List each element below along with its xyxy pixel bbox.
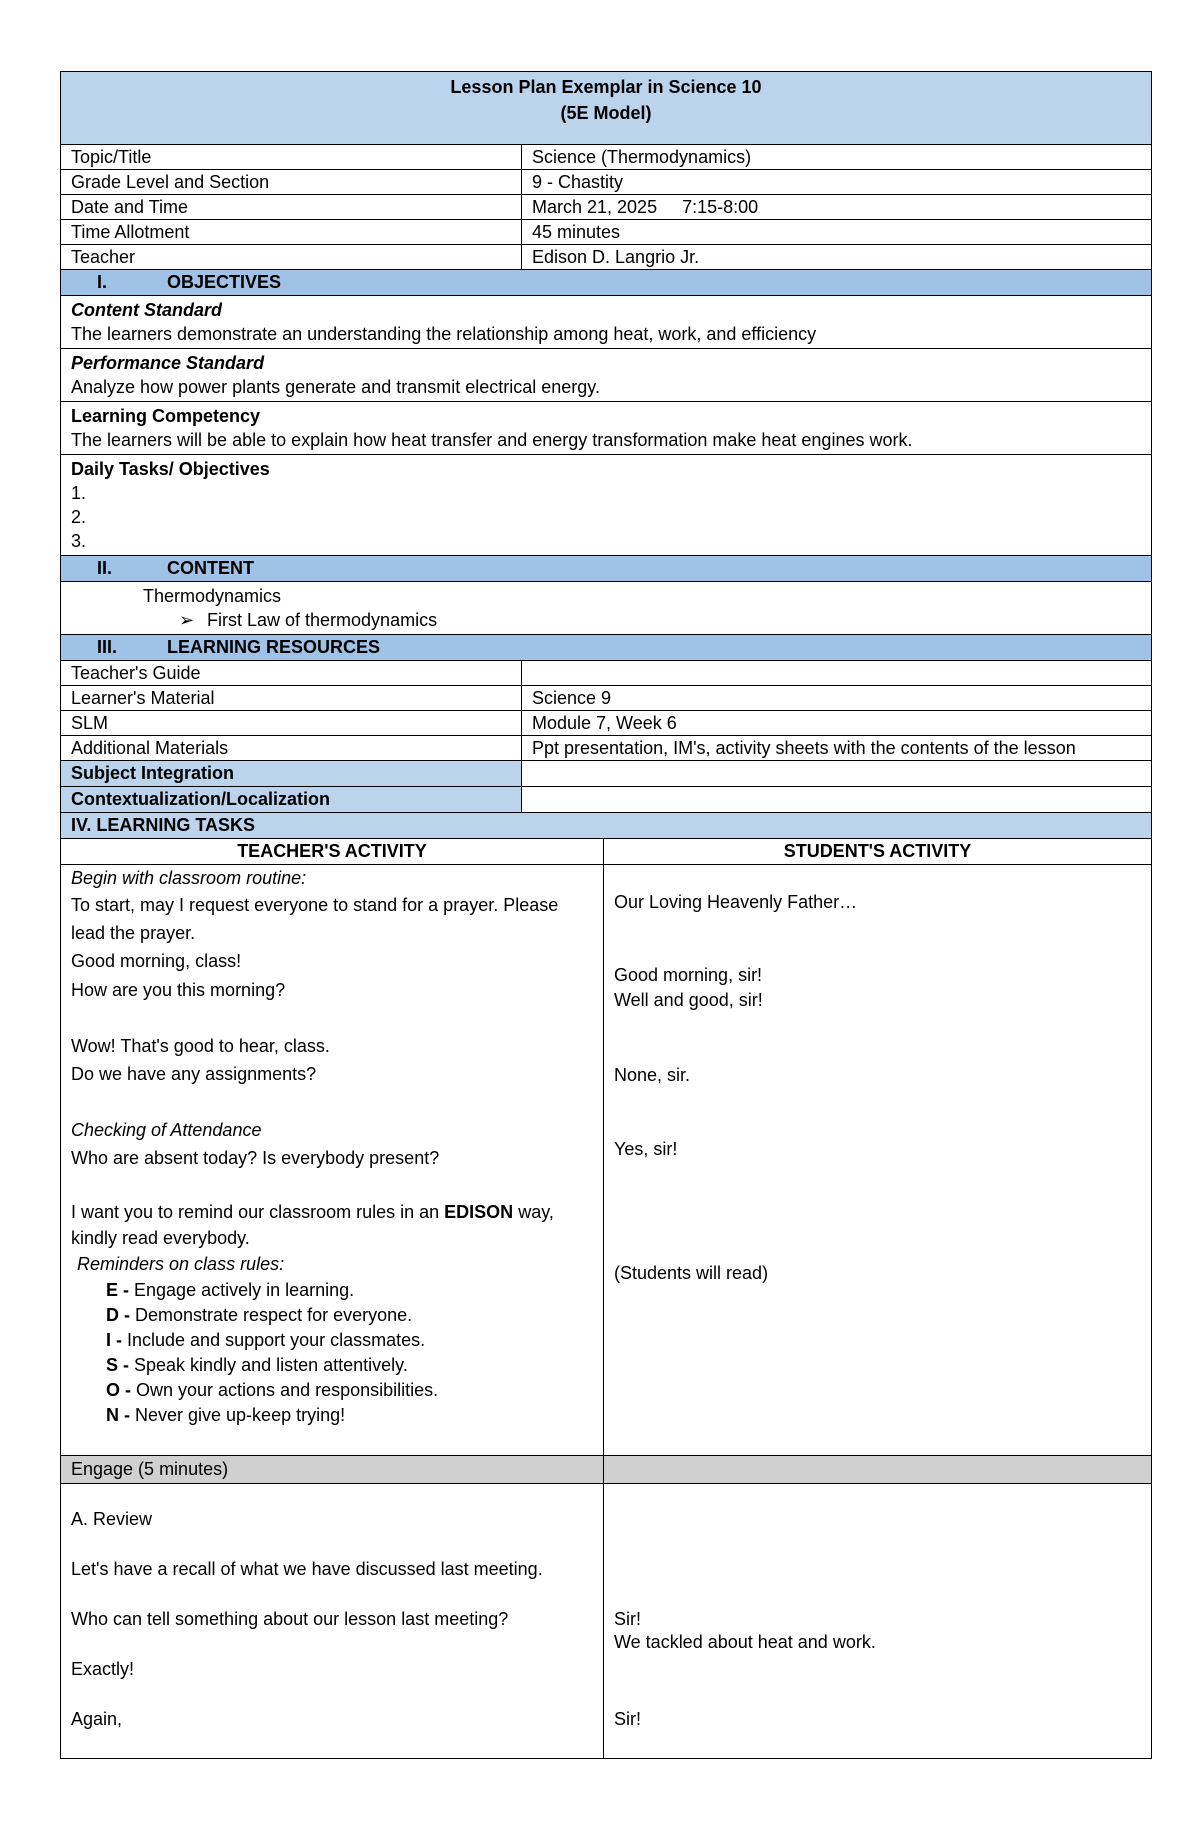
lesson-question: Who can tell something about our lesson last meeting? [71,1609,509,1629]
learning-competency-text: The learners will be able to explain how heat transfer and energy transformation make heat engines work. [71,430,913,450]
absent-question: Who are absent today? Is everybody present? [71,1148,440,1168]
content-subtopic: First Law of thermodynamics [207,610,438,630]
performance-standard-block [61,349,1151,402]
student-read: (Students will read) [614,1263,769,1283]
subject-integration-row [61,761,1151,787]
rule-item: D - Demonstrate respect for everyone. [106,1305,413,1325]
resource-row [61,736,1151,761]
activity-column-headers [61,839,1151,865]
performance-standard-text: Analyze how power plants generate and transmit electrical energy. [71,377,600,397]
info-value: 45 minutes [532,222,621,242]
performance-standard-label: Performance Standard [71,353,265,373]
rule-item: I - Include and support your classmates. [106,1330,426,1350]
info-row-topic [61,145,1151,170]
teacher-activity-header: TEACHER'S ACTIVITY [61,839,604,864]
good-to-hear: Wow! That's good to hear, class. [71,1036,330,1056]
lesson-plan-document [60,71,1152,1759]
content-subtopic-row [143,608,1141,632]
assignment-question: Do we have any assignments? [71,1064,317,1084]
subject-integration-label: Subject Integration [61,761,522,786]
engage-activity-row [61,1484,1151,1759]
arrow-bullet-icon: ➢ [179,610,195,630]
resource-label: Learner's Material [61,686,522,710]
resource-value: Science 9 [532,688,612,708]
student-sir-response: Sir! [614,1709,641,1729]
again-prompt: Again, [71,1709,123,1729]
section-title: LEARNING RESOURCES [167,637,381,657]
content-standard-block [61,296,1151,349]
greeting: Good morning, class! [71,951,242,971]
section-numeral: I. [97,272,108,292]
document-subtitle: (5E Model) [560,103,652,123]
student-activity-header: STUDENT'S ACTIVITY [783,841,972,861]
resource-value [522,661,1151,685]
resource-row [61,711,1151,736]
info-row-date [61,195,1151,220]
student-heat-work-answer: We tackled about heat and work. [614,1632,876,1652]
prayer-request: To start, may I request everyone to stand for a prayer. Please [71,895,559,915]
content-topic: Thermodynamics [143,586,282,606]
routine-activity-row [61,865,1151,1456]
info-row-grade [61,170,1151,195]
document-title: Lesson Plan Exemplar in Science 10 [450,77,762,97]
section-title: CONTENT [167,558,254,578]
contextualization-row [61,787,1151,813]
resource-value: Module 7, Week 6 [532,713,677,733]
prayer-request-cont: lead the prayer. [71,923,196,943]
section-numeral: II. [97,558,113,578]
info-value: Science (Thermodynamics) [532,147,752,167]
rule-item: E - Engage actively in learning. [106,1280,355,1300]
section-header-learning-tasks [61,813,1151,839]
teacher-engage-cell [61,1484,604,1758]
resource-value: Ppt presentation, IM's, activity sheets with the contents of the lesson [532,738,1076,758]
student-wellbeing: Well and good, sir! [614,990,763,1010]
content-standard-text: The learners demonstrate an understanding the relationship among heat, work, and efficiency [71,324,817,344]
resource-row [61,686,1151,711]
attendance-label: Checking of Attendance [71,1120,262,1140]
resource-label: SLM [61,711,522,735]
rules-reminder-pre: I want you to remind our classroom rules in an [71,1202,445,1222]
section-title: IV. LEARNING TASKS [71,815,256,835]
student-greeting: Good morning, sir! [614,965,763,985]
learning-competency-label: Learning Competency [71,406,261,426]
info-row-teacher [61,245,1151,270]
exactly-response: Exactly! [71,1659,135,1679]
student-present: Yes, sir! [614,1139,678,1159]
rules-reminder [71,1199,554,1225]
section-title: OBJECTIVES [167,272,282,292]
daily-task-item: 2. [71,507,87,527]
info-label: Teacher [61,245,522,269]
info-label: Topic/Title [61,145,522,169]
content-topics [61,582,1151,635]
section-header-content [61,556,1151,582]
info-label: Time Allotment [61,220,522,244]
info-label: Date and Time [61,195,522,219]
section-header-objectives [61,270,1151,296]
resource-label: Teacher's Guide [61,661,522,685]
daily-task-item: 3. [71,531,87,551]
rules-reminder-cont: kindly read everybody. [71,1228,250,1248]
student-routine-cell [604,865,1151,1455]
student-prayer: Our Loving Heavenly Father… [614,892,858,912]
student-no-assignment: None, sir. [614,1065,691,1085]
section-header-resources [61,635,1151,661]
teacher-routine-cell [61,865,604,1455]
document-title-block [61,72,1151,145]
daily-task-item: 1. [71,483,87,503]
rule-item: S - Speak kindly and listen attentively. [106,1355,408,1375]
daily-tasks-block [61,455,1151,556]
rules-reminder-post: way, [513,1202,554,1222]
student-engage-cell [604,1484,1151,1758]
resource-row [61,661,1151,686]
rules-label: Reminders on class rules: [77,1254,285,1274]
lesson-plan-table [60,71,1152,1759]
info-value: 9 - Chastity [532,172,624,192]
rule-item: N - Never give up-keep trying! [106,1405,346,1425]
content-standard-label: Content Standard [71,300,222,320]
rule-item: O - Own your actions and responsibilities. [106,1380,439,1400]
section-numeral: III. [97,637,118,657]
engage-label: Engage (5 minutes) [61,1456,604,1483]
engage-phase-header [61,1456,1151,1484]
learning-competency-block [61,402,1151,455]
student-sir-response: Sir! [614,1609,641,1629]
how-are-you: How are you this morning? [71,980,286,1000]
routine-intro: Begin with classroom routine: [71,868,307,888]
resource-label: Additional Materials [61,736,522,760]
contextualization-label: Contextualization/Localization [61,787,522,812]
review-label: A. Review [71,1509,153,1529]
edison-acronym: EDISON [444,1202,514,1222]
daily-tasks-label: Daily Tasks/ Objectives [71,459,270,479]
info-value: March 21, 2025 7:15-8:00 [532,197,759,217]
recall-prompt: Let's have a recall of what we have discussed last meeting. [71,1559,543,1579]
info-row-allotment [61,220,1151,245]
info-value: Edison D. Langrio Jr. [532,247,700,267]
info-label: Grade Level and Section [61,170,522,194]
